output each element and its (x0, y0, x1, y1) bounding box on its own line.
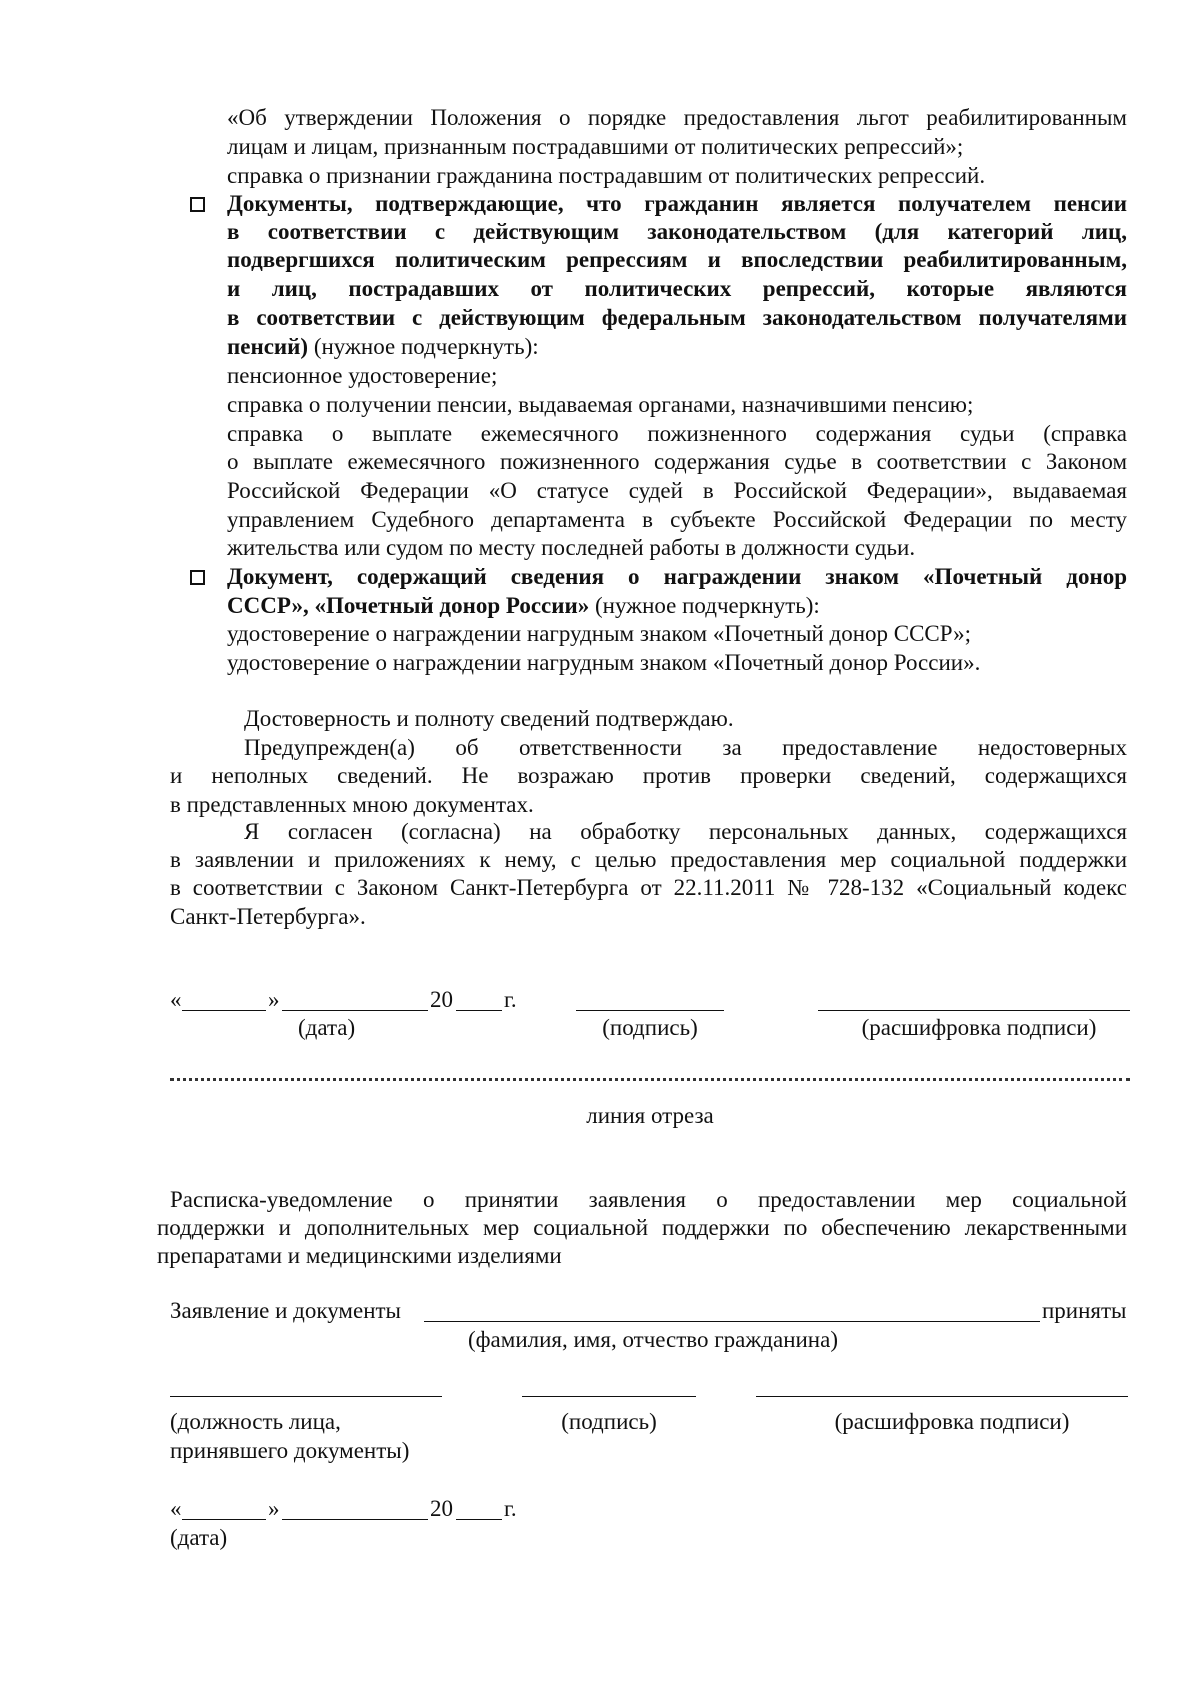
receipt-year-prefix: 20 (430, 1496, 453, 1521)
pension-heading-line: и лиц, пострадавших от политических репрессий, которые являются (227, 276, 1127, 301)
confirmation-text: Достоверность и полноту сведений подтверждаю. (244, 706, 734, 731)
consent-line: Санкт-Петербурга». (170, 904, 366, 929)
pension-heading-note: (нужное подчеркнуть): (308, 334, 539, 359)
consent-line: Я согласен (согласна) на обработку персональных данных, содержащихся (244, 819, 1127, 844)
signature-label: (подпись) (602, 1015, 698, 1040)
receipt-signature-line[interactable] (522, 1396, 696, 1397)
date-day-field[interactable] (182, 988, 266, 1011)
donor-heading-line (227, 592, 1127, 620)
receipt-title-line: поддержки и дополнительных мер социальной поддержки по обеспечению лекарственными (157, 1215, 1127, 1240)
position-label: принявшего документы) (170, 1438, 410, 1463)
pension-documents-checkbox[interactable] (190, 197, 205, 212)
receipt-date-label: (дата) (170, 1525, 228, 1550)
pension-heading-line: Документы, подтверждающие, что гражданин является получателем пенсии (227, 191, 1127, 216)
position-line[interactable] (170, 1396, 442, 1397)
decoding-label: (расшифровка подписи) (861, 1015, 1097, 1040)
citizen-name-field[interactable] (424, 1299, 1040, 1322)
pension-heading-line: в соответствии с действующим федеральным законодательством получателями (227, 305, 1127, 330)
receipt-decoding-label: (расшифровка подписи) (834, 1409, 1070, 1434)
warning-line: и неполных сведений. Не возражаю против проверки сведений, содержащихся (170, 763, 1127, 788)
fio-label: (фамилия, имя, отчество гражданина) (468, 1327, 838, 1352)
warning-line: в представленных мною документах. (170, 792, 534, 817)
pension-heading-bold: пенсий) (227, 334, 309, 359)
receipt-date-month-field[interactable] (282, 1497, 428, 1520)
date-month-field[interactable] (282, 988, 428, 1011)
text-line: лицам и лицам, признанным пострадавшими от политических репрессий»; (227, 134, 964, 159)
warning-line: Предупрежден(а) об ответственности за предоставление недостоверных (244, 735, 1127, 760)
text-line: справка о признании гражданина пострадавшим от политических репрессий. (227, 163, 986, 188)
list-item: справка о получении пенсии, выдаваемая органами, назначившими пенсию; (227, 392, 974, 417)
date-close-quote: » (268, 987, 280, 1012)
pension-heading-line (227, 333, 1127, 361)
pension-heading-line: в соответствии с действующим законодательством (для категорий лиц, (227, 219, 1127, 244)
list-item: удостоверение о награждении нагрудным знаком «Почетный донор СССР»; (227, 621, 972, 646)
donor-heading-note: (нужное подчеркнуть): (589, 593, 820, 618)
decoding-line[interactable] (818, 1010, 1130, 1011)
date-open-quote: « (170, 987, 182, 1012)
receipt-title-line: Расписка-уведомление о принятии заявления о предоставлении мер социальной (170, 1187, 1127, 1212)
receipt-year-suffix: г. (504, 1496, 517, 1521)
year-prefix: 20 (430, 987, 453, 1012)
donor-heading-line: Документ, содержащий сведения о награждении знаком «Почетный донор (227, 564, 1127, 589)
receipt-signature-label: (подпись) (561, 1409, 657, 1434)
consent-line: в заявлении и приложениях к нему, с целью предоставления мер социальной поддержки (170, 847, 1127, 872)
accepted-suffix: приняты (1042, 1298, 1127, 1323)
date-year-field[interactable] (456, 988, 502, 1011)
receipt-date-open-quote: « (170, 1496, 182, 1521)
date-label: (дата) (298, 1015, 356, 1040)
position-label: (должность лица, (170, 1409, 341, 1434)
judge-line: управлением Судебного департамента в субъекте Российской Федерации по месту (227, 507, 1127, 532)
judge-line: Российской Федерации «О статусе судей в Российской Федерации», выдаваемая (227, 478, 1127, 503)
judge-line: о выплате ежемесячного пожизненного содержания судье в соответствии с Законом (227, 449, 1127, 474)
judge-line: справка о выплате ежемесячного пожизненного содержания судьи (справка (227, 421, 1127, 446)
receipt-date-day-field[interactable] (182, 1497, 266, 1520)
receipt-date-year-field[interactable] (456, 1497, 502, 1520)
signature-line[interactable] (576, 1010, 724, 1011)
receipt-decoding-line[interactable] (756, 1396, 1128, 1397)
donor-heading-bold: СССР», «Почетный донор России» (227, 593, 590, 618)
cut-line-label: линия отреза (586, 1103, 714, 1128)
text-line: «Об утверждении Положения о порядке предоставления льгот реабилитированным (227, 105, 1127, 130)
pension-heading-line: подвергшихся политическим репрессиям и впоследствии реабилитированным, (227, 247, 1127, 272)
year-suffix: г. (504, 987, 517, 1012)
list-item: пенсионное удостоверение; (227, 363, 498, 388)
receipt-date-close-quote: » (268, 1496, 280, 1521)
accepted-prefix: Заявление и документы (170, 1298, 402, 1323)
cut-line (170, 1078, 1130, 1081)
judge-line: жительства или судом по месту последней работы в должности судьи. (227, 535, 916, 560)
receipt-title-line: препаратами и медицинскими изделиями (157, 1243, 562, 1268)
list-item: удостоверение о награждении нагрудным знаком «Почетный донор России». (227, 650, 981, 675)
donor-documents-checkbox[interactable] (190, 570, 205, 585)
consent-line: в соответствии с Законом Санкт-Петербурга от 22.11.2011 № 728-132 «Социальный кодекс (170, 875, 1127, 900)
